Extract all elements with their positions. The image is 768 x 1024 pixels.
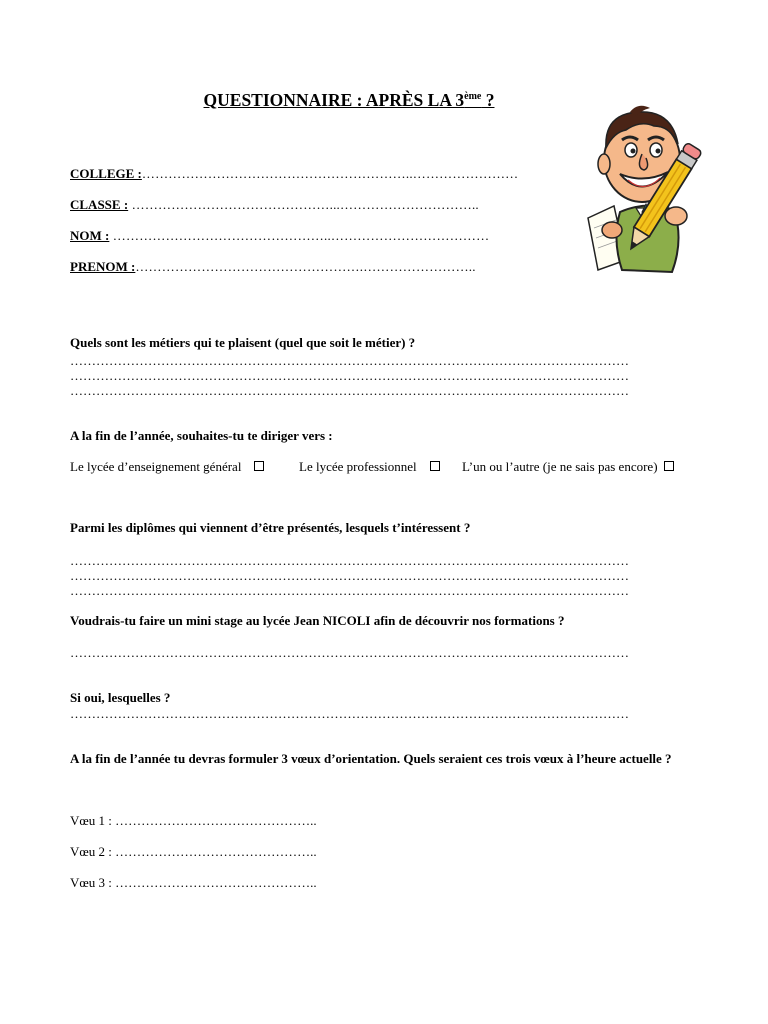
answer-line[interactable]: ………………………………………………………………………………………………………………… [70, 583, 629, 598]
answer-line[interactable]: ………………………………………………………………………………………………………………… [70, 568, 629, 583]
option-lycee-general[interactable]: Le lycée d’enseignement général [70, 459, 264, 475]
field-prenom[interactable]: PRENOM :…………………………………………….…………………….. [70, 259, 476, 274]
question-voeux: A la fin de l’année tu devras formuler 3 vœux d’orientation. Quels seraient ces trois vœux à l’heure actuelle ? [70, 751, 672, 766]
answer-line[interactable]: ………………………………………………………………………………………………………………… [70, 706, 629, 721]
question-diplomes: Parmi les diplômes qui viennent d’être présentés, lesquels t’intéressent ? [70, 520, 471, 535]
field-classe[interactable]: CLASSE : ………………………………………...………………………….. [70, 197, 479, 212]
field-nom[interactable]: NOM : …………………………………………..……………………………… [70, 228, 490, 243]
question-lesquelles: Si oui, lesquelles ? [70, 690, 171, 705]
man-with-pencil-clipart [580, 100, 720, 282]
answer-line[interactable]: ………………………………………………………………………………………………………………… [70, 383, 629, 398]
question-mini-stage: Voudrais-tu faire un mini stage au lycée Jean NICOLI afin de découvrir nos formations ? [70, 613, 565, 628]
field-college[interactable]: COLLEGE :……………………………………………………..…………………… [70, 166, 519, 181]
answer-line[interactable]: ………………………………………………………………………………………………………………… [70, 353, 629, 368]
question-metiers: Quels sont les métiers qui te plaisent (quel que soit le métier) ? [70, 335, 416, 350]
question-orientation: A la fin de l’année, souhaites-tu te diriger vers : [70, 428, 333, 443]
voeu-3-field[interactable]: Vœu 3 : ……………………………………….. [70, 875, 317, 890]
option-ne-sais-pas[interactable]: L’un ou l’autre (je ne sais pas encore) [462, 459, 674, 475]
option-lycee-professionnel[interactable]: Le lycée professionnel [299, 459, 440, 475]
answer-line[interactable]: ………………………………………………………………………………………………………………… [70, 645, 629, 660]
answer-line[interactable]: ………………………………………………………………………………………………………………… [70, 368, 629, 383]
page-title: QUESTIONNAIRE : APRÈS LA 3ème ? [203, 90, 495, 110]
voeu-2-field[interactable]: Vœu 2 : ……………………………………….. [70, 844, 317, 859]
checkbox[interactable] [430, 461, 440, 471]
voeu-1-field[interactable]: Vœu 1 : ……………………………………….. [70, 813, 317, 828]
checkbox[interactable] [254, 461, 264, 471]
answer-line[interactable]: ………………………………………………………………………………………………………………… [70, 553, 629, 568]
checkbox[interactable] [664, 461, 674, 471]
